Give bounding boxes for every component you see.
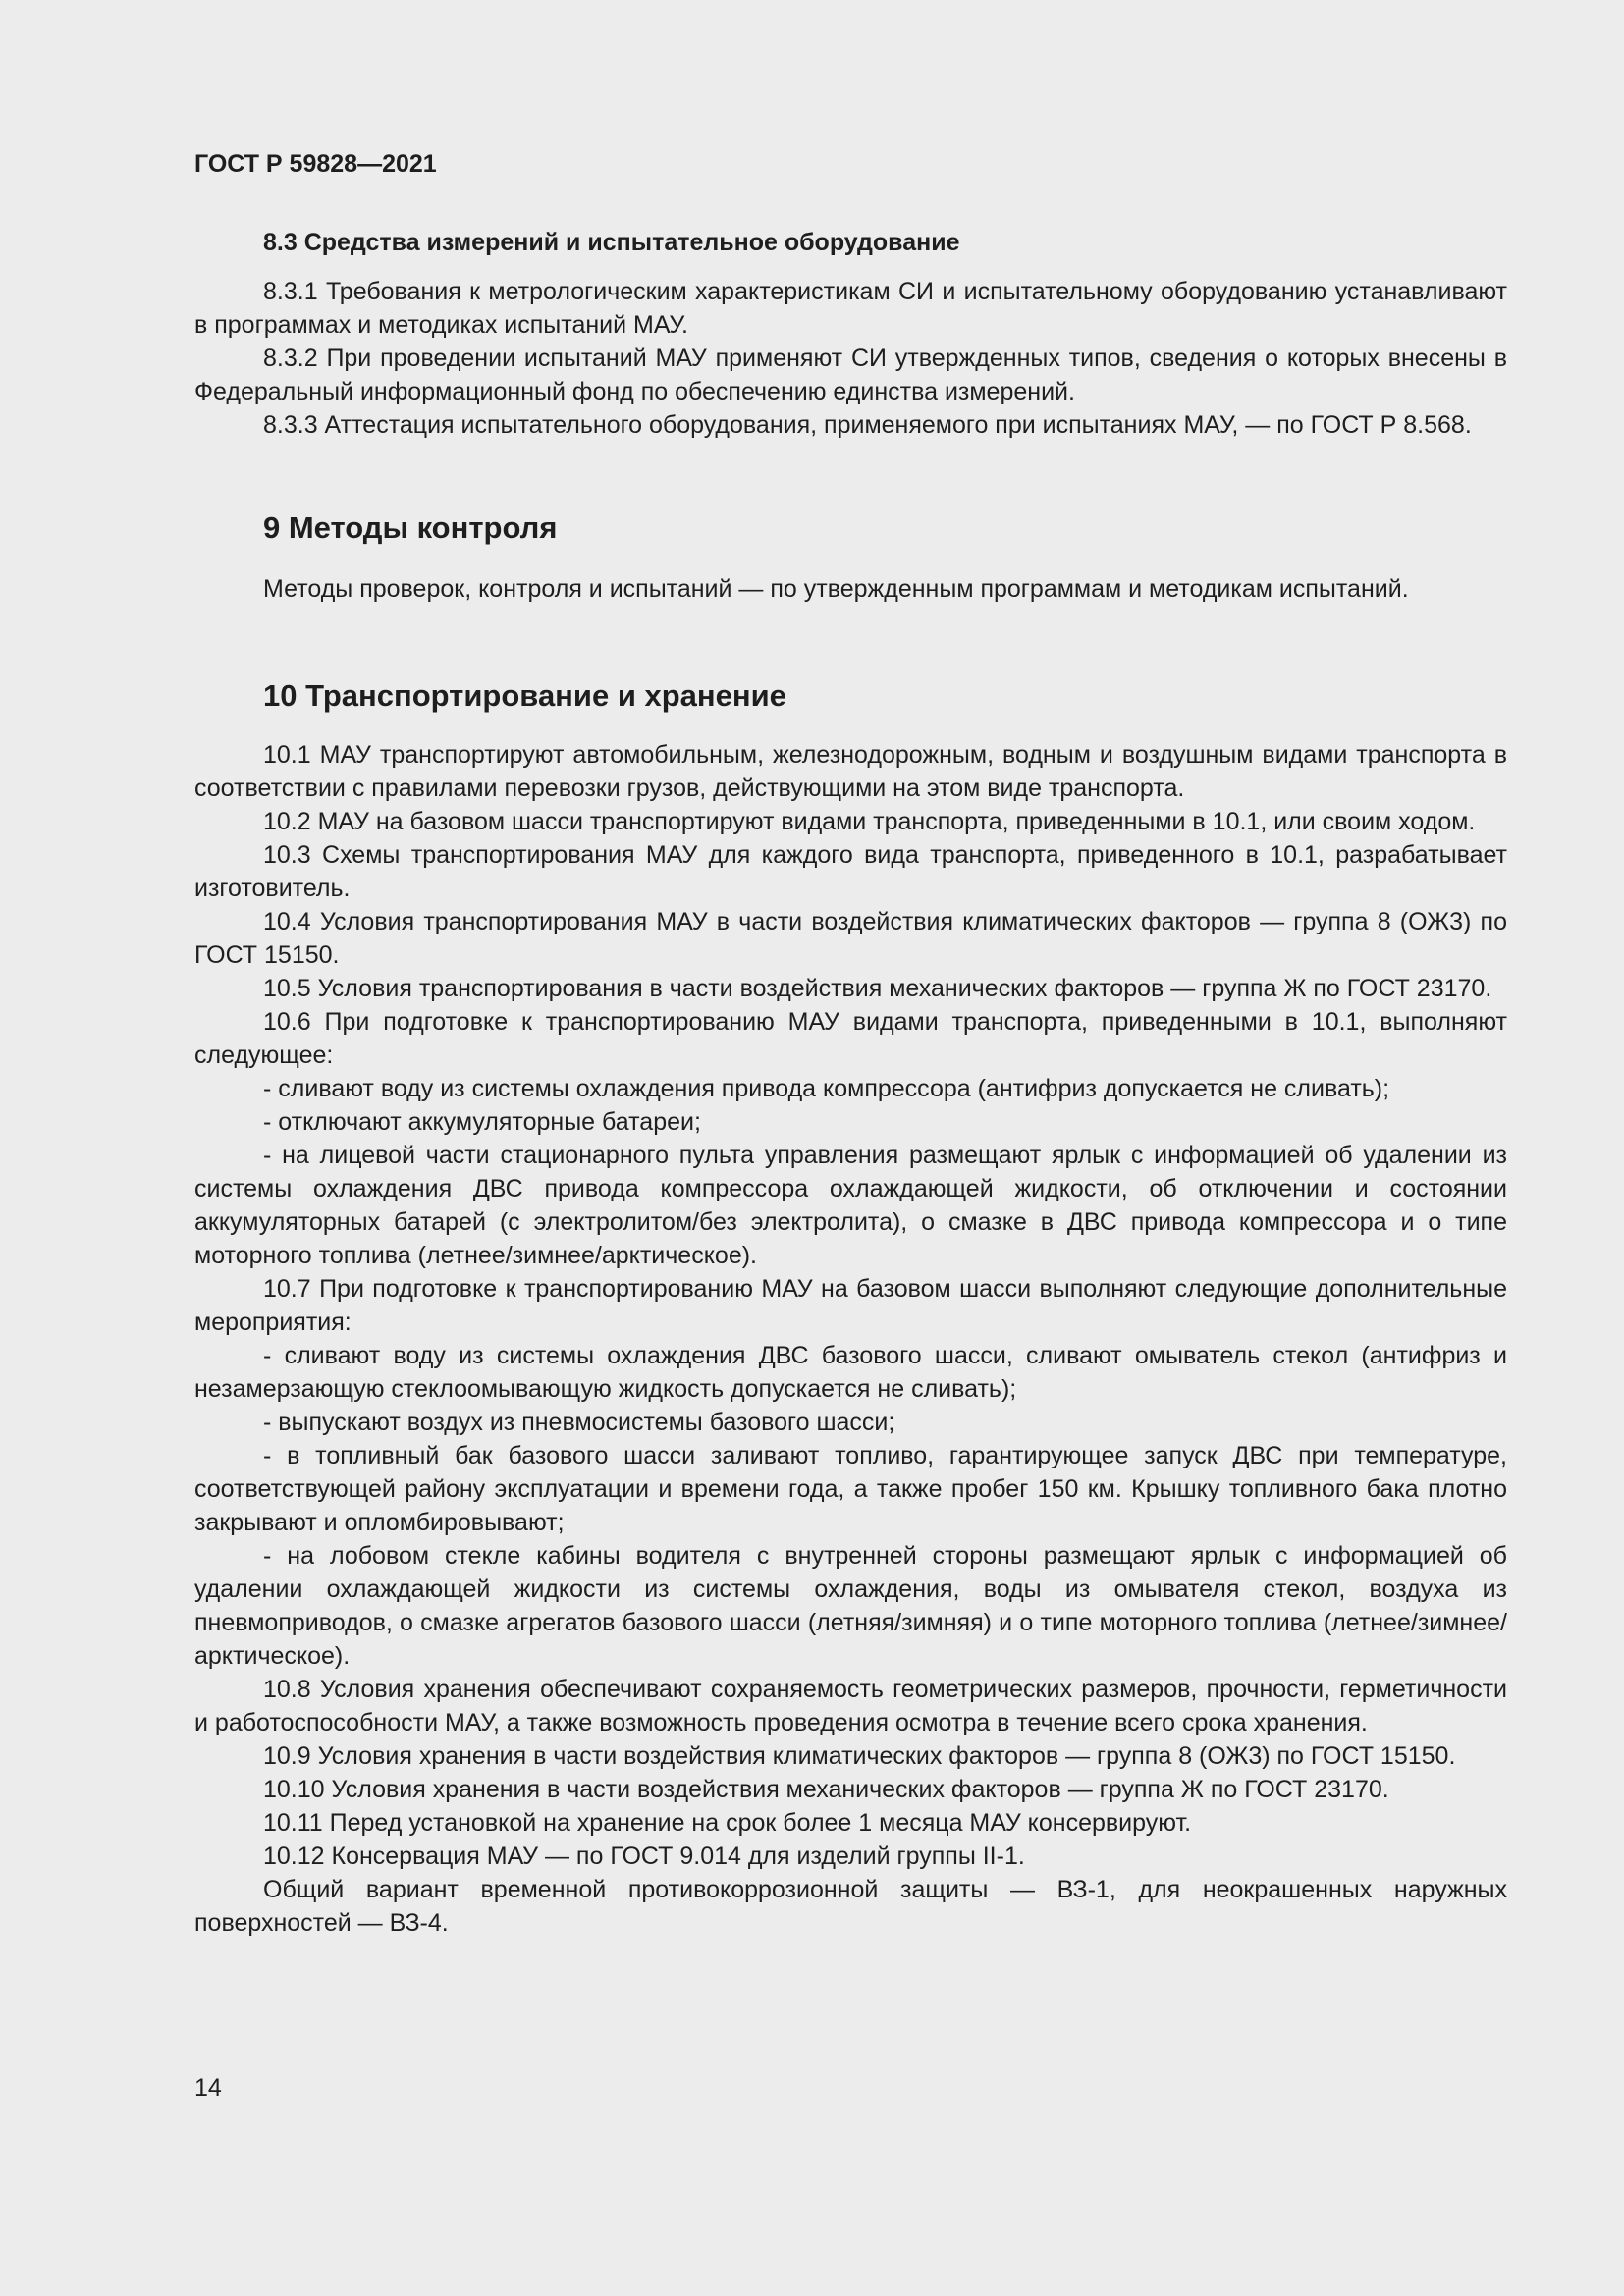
section-10-body	[194, 738, 1507, 1940]
list-item: - сливают воду из системы охлаждения привода компрессора (антифриз допускается не сливать);	[263, 1075, 1390, 1102]
section-10-title: 10 Транспортирование и хранение	[263, 678, 786, 713]
document-header: ГОСТ Р 59828—2021	[194, 150, 437, 178]
page-number: 14	[194, 2074, 222, 2102]
section-9-body	[194, 572, 1507, 606]
paragraph-protection: Общий вариант временной противокоррозионной защиты — ВЗ-1, для неокрашенных наружных поверхностей — ВЗ-4.	[194, 1876, 1507, 1937]
paragraph-10-6: 10.6 При подготовке к транспортированию МАУ видами транспорта, приведенными в 10.1, выполняют следующее:	[194, 1008, 1507, 1069]
list-item: - на лобовом стекле кабины водителя с внутренней стороны размещают ярлык с информацией об удалении охлаждающей жидкости из системы охлаждения, воды из омывателя стекол, воздуха из пневмоприводов, о смазке агрегатов базового шасси (летняя/зимняя) и о типе моторного топлива (летнее/зимнее/арктическое).	[194, 1542, 1507, 1670]
paragraph-10-1: 10.1 МАУ транспортируют автомобильным, железнодорожным, водным и воздушным видами транспорта в соответствии с правилами перевозки грузов, действующими на этом виде транспорта.	[194, 741, 1507, 802]
list-item: - в топливный бак базового шасси заливают топливо, гарантирующее запуск ДВС при температуре, соответствующей району эксплуатации и времени года, а также пробег 150 км. Крышку топливного бака плотно закрывают и опломбировывают;	[194, 1442, 1507, 1536]
paragraph-10-10: 10.10 Условия хранения в части воздействия механических факторов — группа Ж по ГОСТ 23170.	[263, 1776, 1389, 1803]
paragraph-8-3-2: 8.3.2 При проведении испытаний МАУ применяют СИ утвержденных типов, сведения о которых внесены в Федеральный информационный фонд по обеспечению единства измерений.	[194, 345, 1507, 405]
section-8-3	[194, 226, 1507, 259]
paragraph-10-12: 10.12 Консервация МАУ — по ГОСТ 9.014 для изделий группы II-1.	[263, 1842, 1025, 1870]
list-item: - сливают воду из системы охлаждения ДВС базового шасси, сливают омыватель стекол (антифриз и незамерзающую стеклоомывающую жидкость допускается не сливать);	[194, 1342, 1507, 1403]
paragraph-8-3-1: 8.3.1 Требования к метрологическим характеристикам СИ и испытательному оборудованию устанавливают в программах и методиках испытаний МАУ.	[194, 278, 1507, 339]
paragraph-10-9: 10.9 Условия хранения в части воздействия климатических факторов — группа 8 (ОЖ3) по ГОСТ 15150.	[263, 1742, 1456, 1770]
paragraph-10-8: 10.8 Условия хранения обеспечивают сохраняемость геометрических размеров, прочности, герметичности и работоспособности МАУ, а также возможность проведения осмотра в течение всего срока хранения.	[194, 1676, 1507, 1736]
paragraph-10-11: 10.11 Перед установкой на хранение на срок более 1 месяца МАУ консервируют.	[263, 1809, 1192, 1837]
section-8-3-body	[194, 275, 1507, 442]
section-9-title: 9 Методы контроля	[263, 510, 558, 545]
paragraph-10-2: 10.2 МАУ на базовом шасси транспортируют видами транспорта, приведенными в 10.1, или своим ходом.	[263, 808, 1476, 835]
paragraph-10-3: 10.3 Схемы транспортирования МАУ для каждого вида транспорта, приведенного в 10.1, разрабатывает изготовитель.	[194, 841, 1507, 902]
paragraph-10-7: 10.7 При подготовке к транспортированию МАУ на базовом шасси выполняют следующие дополнительные мероприятия:	[194, 1275, 1507, 1336]
paragraph-10-4: 10.4 Условия транспортирования МАУ в части воздействия климатических факторов — группа 8 (ОЖ3) по ГОСТ 15150.	[194, 908, 1507, 969]
list-item: - на лицевой части стационарного пульта управления размещают ярлык с информацией об удалении из системы охлаждения ДВС привода компрессора охлаждающей жидкости, об отключении и состоянии аккумуляторных батарей (с электролитом/без электролита), о смазке в ДВС привода компрессора и о типе моторного топлива (летнее/зимнее/арктическое).	[194, 1142, 1507, 1269]
list-item: - выпускают воздух из пневмосистемы базового шасси;	[263, 1409, 895, 1436]
section-8-3-title: 8.3 Средства измерений и испытательное оборудование	[263, 229, 960, 256]
list-item: - отключают аккумуляторные батареи;	[263, 1108, 701, 1136]
paragraph-9: Методы проверок, контроля и испытаний — по утвержденным программам и методикам испытаний.	[263, 575, 1409, 603]
paragraph-8-3-3: 8.3.3 Аттестация испытательного оборудования, применяемого при испытаниях МАУ, — по ГОСТ Р 8.568.	[263, 411, 1472, 439]
paragraph-10-5: 10.5 Условия транспортирования в части воздействия механических факторов — группа Ж по ГОСТ 23170.	[263, 975, 1492, 1002]
